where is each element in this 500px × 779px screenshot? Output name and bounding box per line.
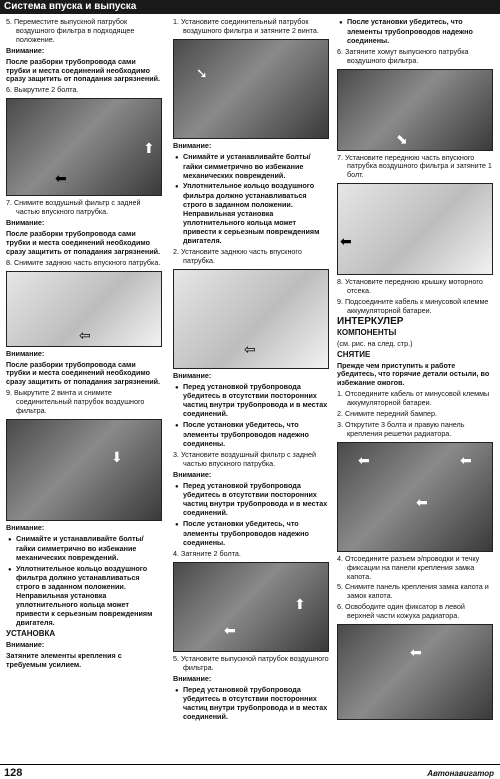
- step: 1. Отсоедините кабель от минусовой клеммы аккумуляторной батареи.: [337, 389, 490, 408]
- step: 3. Открутите 3 болта и правую панель крепления решетки радиатора.: [337, 419, 465, 438]
- bullet-item: ● После установки убедитесь, что элементы трубопроводов надежно соединены.: [173, 520, 329, 548]
- step: 6. Выкрутите 2 болта.: [6, 85, 79, 95]
- step: 5. Снимите панель крепления замка капота и замок капота.: [337, 582, 489, 601]
- figure-clamp: [337, 69, 493, 151]
- bullet-item: ● Перед установкой трубопровода убедитесь в отсутствии посторонних частиц внутри трубопровода и в местах соединений.: [173, 482, 329, 519]
- figure-connector-pipe: [6, 419, 162, 521]
- bullet-item: ● После установки убедитесь, что элементы трубопроводов надежно соединены.: [337, 18, 493, 46]
- warning-label: Внимание:: [6, 348, 45, 358]
- figure-air-filter: [6, 271, 162, 347]
- arrow-icon: ➘: [196, 64, 208, 81]
- arrow-icon: ⬊: [396, 130, 408, 147]
- warning-text: После разборки трубопровода сами трубки и места соединений необходимо сразу защитить от попадания загрязнений.: [6, 359, 161, 387]
- figure-engine-bay: [6, 98, 162, 196]
- subsection-title: КОМПОНЕНТЫ: [337, 327, 397, 337]
- arrow-icon: ⬅: [358, 451, 370, 468]
- warning-label: Внимание:: [173, 140, 212, 150]
- warning-label: Внимание:: [6, 522, 45, 532]
- warning-text: Затяните элементы крепления с требуемым усилием.: [6, 650, 122, 669]
- section-title: ИНТЕРКУЛЕР: [337, 315, 404, 327]
- column-2: [173, 18, 329, 724]
- arrow-icon: ⬆: [294, 595, 306, 612]
- warning-text: Прежде чем приступить к работе убедитесь, что горячие детали остыли, во избежание ожогов.: [337, 360, 490, 388]
- subsection-title: СНЯТИЕ: [337, 349, 371, 359]
- step: 5. Переместите выпускной патрубок воздушного фильтра в подходящее положение.: [6, 17, 135, 44]
- warning-text: После разборки трубопровода сами трубки и места соединений необходимо сразу защитить от попадания загрязнений.: [6, 56, 161, 84]
- warning-label: Внимание:: [173, 673, 212, 683]
- bullet-item: ● Снимайте и устанавливайте болты/гайки симметрично во избежание механических повреждений.: [173, 153, 329, 181]
- footer-divider: [0, 764, 500, 765]
- arrow-icon: ⬅: [410, 644, 422, 661]
- figure-intake-rear: [173, 269, 329, 369]
- arrow-icon: ⬅: [55, 170, 67, 187]
- figure-radiator: [337, 624, 493, 720]
- bullet-item: ● Снимайте и устанавливайте болты/гайки симметрично во избежание механических повреждений.: [6, 535, 162, 563]
- warning-label: Внимание:: [173, 370, 212, 380]
- step: 9. Выкрутите 2 винта и снимите соединительный патрубок воздушного фильтра.: [6, 388, 145, 416]
- warning-label: Внимание:: [173, 469, 212, 479]
- step: 7. Снимите воздушный фильтр с задней частью впускного патрубка.: [6, 198, 141, 217]
- warning-label: Внимание:: [6, 45, 45, 55]
- arrow-icon: ⇦: [244, 340, 256, 357]
- figure-connector-install: [173, 39, 329, 139]
- arrow-icon: ⬅: [224, 621, 236, 638]
- publisher: Автонавигатор: [427, 769, 494, 778]
- step: 2. Установите заднюю часть впускного патрубка.: [173, 246, 302, 265]
- warning-label: Внимание:: [6, 218, 45, 228]
- step: 6. Освободите один фиксатор в левой верхней части кожуха радиатора.: [337, 602, 465, 621]
- step: 9. Подсоедините кабель к минусовой клемме аккумуляторной батареи.: [337, 297, 489, 315]
- warning-label: Внимание:: [6, 639, 45, 649]
- arrow-icon: ⬅: [460, 451, 472, 468]
- arrow-icon: ⬇: [111, 448, 123, 465]
- warning-text: После разборки трубопровода сами трубки и места соединений необходимо сразу защитить от попадания загрязнений.: [6, 228, 161, 256]
- arrow-icon: ⬅: [416, 493, 428, 510]
- bullet-item: ● Перед установкой трубопровода убедитесь в отсутствии посторонних частиц внутри трубопровода и в местах соединений.: [173, 383, 329, 420]
- bullet-item: ● Уплотнительное кольцо воздушного фильтра должно устанавливаться строго в заданном положении. Неправильная установка уплотнительного кольца может привести к серьезным повреждениям двигателя.: [6, 565, 162, 628]
- figure-bolts: [173, 562, 329, 652]
- figure-radiator-panel: [337, 442, 493, 552]
- step: 2. Снимите передний бампер.: [337, 409, 438, 419]
- step: 4. Отсоедините разъем э/проводки и течку фиксации на панели крепления замка капота.: [337, 553, 480, 581]
- step: 6. Затяните хомут выпускного патрубка воздушного фильтра.: [337, 46, 469, 65]
- column-1: [6, 18, 162, 672]
- bullet-item: ● После установки убедитесь, что элементы трубопроводов надежно соединены.: [173, 421, 329, 449]
- reference-note: (см. рис. на след. стр.): [337, 338, 413, 348]
- arrow-icon: ⇦: [79, 326, 91, 343]
- step: 4. Затяните 2 болта.: [173, 548, 241, 558]
- step: 7. Установите переднюю часть впускного патрубка воздушного фильтра и затяните 1 болт.: [337, 152, 492, 180]
- step: 3. Установите воздушный фильтр с задней частью впускного патрубка.: [173, 449, 317, 468]
- section-title: УСТАНОВКА: [6, 628, 56, 638]
- arrow-icon: ⬆: [143, 140, 155, 157]
- arrow-icon: ⬅: [340, 233, 352, 250]
- page-number: 128: [4, 767, 23, 779]
- step: 5. Установите выпускной патрубок воздушного фильтра.: [173, 653, 329, 672]
- step: 8. Установите переднюю крышку моторного отсека.: [337, 277, 483, 296]
- section-header: Система впуска и выпуска: [0, 0, 500, 14]
- column-3: [337, 18, 493, 723]
- step: 1. Установите соединительный патрубок воздушного фильтра и затяните 2 винта.: [173, 17, 319, 35]
- bullet-item: ● Перед установкой трубопровода убедитесь в отсутствии посторонних частиц внутри трубопровода и в местах соединений.: [173, 686, 329, 723]
- figure-intake-front: [337, 183, 493, 275]
- step: 8. Снимите заднюю часть впускного патрубка.: [6, 257, 161, 267]
- bullet-item: ● Уплотнительное кольцо воздушного фильтра должно устанавливаться строго в заданном положении. Неправильная установка уплотнительного кольца может привести к серьезным повреждениям двигателя.: [173, 182, 329, 245]
